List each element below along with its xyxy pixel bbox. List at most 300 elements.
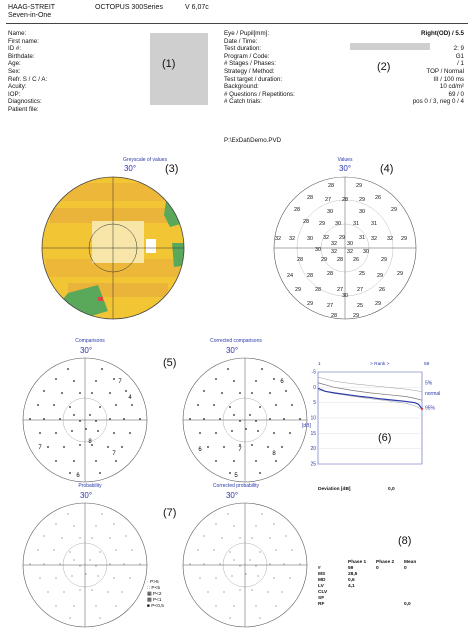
probability-point	[92, 590, 93, 591]
threshold-value: 30	[326, 209, 334, 215]
legend-entry	[147, 604, 164, 610]
deviation-mark: 6	[198, 447, 202, 453]
deviation-mark: 7	[38, 445, 42, 451]
comparison-point	[203, 418, 205, 420]
probability-point	[234, 606, 235, 607]
test-field-row	[224, 53, 464, 61]
blind-spot	[146, 239, 156, 253]
threshold-value: 29	[320, 257, 328, 263]
probability-point	[228, 514, 229, 515]
threshold-value: 32	[370, 236, 378, 242]
threshold-value: 30	[314, 247, 322, 253]
comparison-point	[233, 414, 235, 416]
patient-label: First name:	[8, 37, 39, 45]
legend-label: P<2	[152, 592, 162, 597]
comparison-point	[61, 392, 63, 394]
stats-row-label: RF	[318, 602, 325, 607]
stats-row-label: #	[318, 566, 321, 571]
greyscale-title: Greyscale of values	[123, 157, 167, 163]
greyscale-degree: 30°	[123, 164, 137, 173]
probability-point	[270, 564, 271, 565]
comparison-point	[259, 472, 261, 474]
comparison-point	[221, 392, 223, 394]
comparison-point	[257, 430, 259, 432]
probability-point	[234, 560, 235, 561]
comparison-point	[139, 418, 141, 420]
legend-label: P<5	[151, 586, 161, 591]
comparison-point	[59, 418, 61, 420]
probability-point	[276, 550, 277, 551]
comparison-point	[99, 406, 101, 408]
threshold-value: 32	[322, 235, 330, 241]
comparison-point	[101, 368, 103, 370]
comparison-point	[73, 414, 75, 416]
threshold-value: 28	[336, 257, 344, 263]
comparison-point	[251, 444, 253, 446]
probability-point	[200, 578, 201, 579]
comparison-point	[227, 368, 229, 370]
probability-point	[216, 578, 217, 579]
comparison-point	[289, 432, 291, 434]
rank-label: > Rank >	[370, 362, 390, 367]
corrected-comparisons-degree: 30°	[225, 346, 239, 355]
probability-legend	[147, 580, 164, 610]
threshold-value: 27	[326, 303, 334, 309]
probability-point	[96, 526, 97, 527]
legend-symbol-icon: ▦	[147, 592, 153, 597]
test-field-row	[224, 83, 464, 91]
rank-end: 59	[424, 362, 430, 367]
stats-phase1-value: 4,1	[348, 584, 355, 589]
rank-end-marker	[421, 408, 423, 410]
threshold-value: 24	[286, 273, 294, 279]
section-number-8: (8)	[398, 535, 412, 547]
threshold-value: 29	[380, 257, 388, 263]
test-field-row	[224, 91, 464, 99]
probability-point	[74, 560, 75, 561]
patient-label: ID #:	[8, 45, 22, 53]
threshold-value: 30	[358, 209, 366, 215]
probability-point	[110, 564, 111, 565]
probability-point	[300, 564, 301, 565]
rank-y-tick: -5	[311, 369, 316, 376]
stats-mean-value: 0	[404, 566, 407, 571]
patient-label: Age:	[8, 60, 21, 68]
threshold-value: 29	[400, 236, 408, 242]
stats-row-label: MD	[318, 578, 326, 583]
probability-point	[256, 606, 257, 607]
product-name: OCTOPUS 300Series	[95, 4, 163, 11]
probability-point	[44, 536, 45, 537]
comparison-point	[115, 404, 117, 406]
comparison-point	[229, 472, 231, 474]
probability-point	[284, 564, 285, 565]
test-field-label: Test duration:	[224, 45, 262, 53]
test-field-value: III / 100 ms	[433, 75, 464, 83]
test-field-label: # Catch trials:	[224, 98, 262, 106]
patient-file-value: P:\ExDat\Demo.PVD	[224, 137, 282, 144]
comparison-point	[69, 472, 71, 474]
probability-point	[250, 560, 251, 561]
corrected-probability-plot	[180, 500, 310, 630]
threshold-value: 32	[346, 249, 354, 255]
brand-subtitle: Seven-in-One	[8, 12, 52, 19]
green-region	[172, 243, 188, 267]
probability-point	[74, 526, 75, 527]
probability-point	[44, 564, 45, 565]
probability-point	[74, 606, 75, 607]
probability-point	[60, 564, 61, 565]
comparison-point	[113, 432, 115, 434]
section-number-3: (3)	[165, 163, 179, 175]
probability-point	[132, 550, 133, 551]
rank-chart	[300, 368, 470, 468]
test-field-value: TOP / Normal	[426, 67, 464, 75]
comparison-point	[255, 460, 257, 462]
comparison-point	[99, 472, 101, 474]
probability-point	[140, 564, 141, 565]
threshold-value: 32	[274, 236, 282, 242]
comparison-point	[269, 392, 271, 394]
probability-point	[208, 592, 209, 593]
probability-point	[96, 566, 97, 567]
deviation-mark: 6	[76, 473, 80, 479]
probability-point	[190, 564, 191, 565]
patient-label: Acuity:	[8, 83, 27, 91]
probability-point	[100, 552, 101, 553]
threshold-value: 30	[362, 249, 370, 255]
comparison-point	[109, 418, 111, 420]
probability-point	[110, 538, 111, 539]
test-field-row	[224, 76, 464, 84]
threshold-value: 27	[356, 287, 364, 293]
section-number-1: (1)	[162, 58, 176, 70]
probability-point	[64, 592, 65, 593]
values-title: Values	[337, 157, 353, 163]
deviation-label: Deviation [dB]	[318, 487, 351, 492]
comparison-point	[73, 380, 75, 382]
patient-photo-placeholder	[150, 33, 208, 105]
comparison-point	[275, 404, 277, 406]
threshold-value: 28	[302, 219, 310, 225]
stats-phase1-value: 28,5	[348, 572, 358, 577]
comparison-point	[283, 418, 285, 420]
probability-point	[80, 566, 81, 567]
test-field-value: / 1	[457, 60, 464, 68]
threshold-value: 28	[327, 183, 335, 189]
probability-point	[90, 560, 91, 561]
comparison-point	[215, 432, 217, 434]
section-number-5: (5)	[163, 357, 177, 369]
test-field-value: pos 0 / 3, neg 0 / 4	[412, 98, 464, 106]
threshold-value: 28	[293, 207, 301, 213]
rank-y-tick: 25	[310, 461, 316, 468]
threshold-value: 27	[324, 197, 332, 203]
comparison-point	[261, 368, 263, 370]
probability-point	[62, 538, 63, 539]
stats-phase1-value: 59	[348, 566, 354, 571]
values-plot	[270, 173, 420, 323]
test-field-value: 2: 9	[453, 45, 464, 53]
probability-point	[262, 514, 263, 515]
test-field-label: # Questions / Repetitions:	[224, 90, 295, 98]
probability-point	[86, 574, 87, 575]
probability-point	[70, 552, 71, 553]
legend-symbol-icon: ▩	[147, 598, 153, 603]
comparison-point	[79, 392, 81, 394]
threshold-value: 29	[374, 301, 382, 307]
probability-point	[230, 552, 231, 553]
comparison-point	[107, 446, 109, 448]
probability-point	[216, 606, 217, 607]
probability-point	[40, 578, 41, 579]
section-number-7: (7)	[163, 507, 177, 519]
comparisons-title: Comparisons	[75, 338, 105, 344]
probability-point	[260, 618, 261, 619]
comparison-point	[95, 460, 97, 462]
comparison-point	[231, 430, 233, 432]
probability-point	[102, 514, 103, 515]
patient-label: Sex:	[8, 67, 21, 75]
probability-point	[274, 524, 275, 525]
rank-y-tick: 0	[313, 384, 316, 391]
threshold-value: 29	[358, 197, 366, 203]
threshold-value: 32	[386, 236, 394, 242]
stats-mean-value: 0,0	[404, 602, 411, 607]
comparison-point	[229, 406, 231, 408]
probability-point	[276, 606, 277, 607]
rank-y-tick: 10	[310, 415, 316, 422]
threshold-value: 30	[334, 221, 342, 227]
probability-point	[240, 566, 241, 567]
test-field-label: Eye / Pupil[mm]:	[224, 30, 270, 37]
comparison-point	[123, 418, 125, 420]
comparison-point	[67, 368, 69, 370]
comparison-point	[125, 390, 127, 392]
comparison-point	[89, 414, 91, 416]
probability-point	[240, 590, 241, 591]
probability-point	[30, 564, 31, 565]
comparisons-plot	[20, 355, 150, 485]
threshold-value: 32	[288, 236, 296, 242]
stats-header: Phase 1	[348, 560, 367, 565]
rank-band-label: 95%	[425, 405, 436, 412]
threshold-value: 28	[330, 313, 338, 319]
probability-point	[252, 538, 253, 539]
comparison-point	[131, 404, 133, 406]
threshold-value: 28	[326, 271, 334, 277]
red-spot	[98, 297, 103, 301]
comparison-point	[95, 380, 97, 382]
legend-label: P<1	[152, 598, 162, 603]
probability-point	[116, 550, 117, 551]
legend-label: P<0,5	[151, 604, 164, 609]
test-field-label: Date / Time:	[224, 37, 258, 45]
threshold-value: 29	[338, 235, 346, 241]
patient-label: Refr. S / C / A:	[8, 75, 48, 83]
probability-point	[240, 538, 241, 539]
deviation-mark: 5	[234, 473, 238, 479]
threshold-value: 28	[314, 287, 322, 293]
section-number-4: (4)	[380, 163, 394, 175]
probability-point	[68, 514, 69, 515]
legend-symbol-icon: ·	[147, 580, 150, 585]
threshold-value: 26	[352, 257, 360, 263]
comparison-point	[239, 420, 241, 422]
probability-point	[234, 526, 235, 527]
probability-point	[258, 576, 259, 577]
probability-degree: 30°	[79, 491, 93, 500]
threshold-value: 29	[355, 183, 363, 189]
probability-point	[224, 592, 225, 593]
probability-point	[290, 578, 291, 579]
comparison-point	[267, 446, 269, 448]
probability-point	[230, 618, 231, 619]
rank-y-tick: 5	[313, 400, 316, 407]
comparison-point	[273, 432, 275, 434]
probability-title: Probability	[78, 483, 102, 489]
threshold-value: 28	[306, 195, 314, 201]
stats-header: Mean	[404, 560, 417, 565]
comparison-point	[55, 460, 57, 462]
probability-point	[222, 538, 223, 539]
probability-point	[92, 538, 93, 539]
test-field-value: G1	[455, 52, 464, 60]
comparison-point	[121, 446, 123, 448]
threshold-value: 29	[318, 221, 326, 227]
version-label: V 6,07c	[185, 4, 209, 11]
comparison-point	[269, 418, 271, 420]
comparison-point	[207, 446, 209, 448]
section-number-2: (2)	[377, 61, 391, 73]
comparison-point	[79, 444, 81, 446]
probability-point	[126, 536, 127, 537]
probability-point	[282, 592, 283, 593]
comparison-point	[55, 432, 57, 434]
test-field-value: Right(OD) / 5.5	[421, 30, 464, 37]
deviation-mark: 7	[118, 379, 122, 385]
threshold-value: 29	[390, 207, 398, 213]
comparison-point	[43, 418, 45, 420]
threshold-value: 26	[374, 195, 382, 201]
patient-label: Diagnostics:	[8, 98, 42, 106]
probability-point	[246, 574, 247, 575]
comparison-point	[55, 378, 57, 380]
probability-point	[56, 606, 57, 607]
deviation-mark: 8	[88, 439, 92, 445]
rank-start: 1	[318, 362, 321, 367]
probability-point	[204, 536, 205, 537]
legend-symbol-icon: ■	[147, 604, 152, 609]
probability-point	[122, 592, 123, 593]
deviation-value: 0,0	[388, 487, 395, 492]
datetime-redacted	[350, 43, 430, 50]
probability-point	[220, 564, 221, 565]
threshold-value: 29	[352, 313, 360, 319]
threshold-value: 30	[346, 241, 354, 247]
comparison-point	[255, 380, 257, 382]
stats-header: Phase 2	[376, 560, 395, 565]
probability-point	[38, 550, 39, 551]
patient-label: Birthdate:	[8, 52, 35, 60]
comparison-point	[245, 428, 247, 430]
stats-phase1-value: 0,6	[348, 578, 355, 583]
test-field-label: Background:	[224, 83, 259, 91]
patient-label: Patient file:	[8, 105, 39, 113]
probability-point	[232, 576, 233, 577]
probability-point	[124, 564, 125, 565]
legend-symbol-icon: ∷	[147, 586, 152, 591]
comparison-point	[47, 446, 49, 448]
probability-point	[56, 578, 57, 579]
values-degree: 30°	[338, 164, 352, 173]
test-info	[224, 30, 464, 106]
probability-point	[256, 526, 257, 527]
threshold-value: 31	[358, 235, 366, 241]
deviation-mark: 6	[280, 379, 284, 385]
header-divider	[6, 23, 468, 24]
patient-label: Name:	[8, 30, 27, 37]
comparison-point	[115, 460, 117, 462]
comparison-point	[129, 432, 131, 434]
deviation-mark: 7	[238, 447, 242, 453]
corrected-comparisons-title: Corrected comparisons	[210, 338, 262, 344]
probability-point	[214, 550, 215, 551]
comparison-point	[43, 390, 45, 392]
rank-y-tick: 15	[310, 430, 316, 437]
comparison-point	[91, 392, 93, 394]
threshold-value: 29	[306, 301, 314, 307]
comparison-point	[199, 432, 201, 434]
comparison-point	[189, 418, 191, 420]
threshold-value: 32	[330, 249, 338, 255]
probability-point	[98, 576, 99, 577]
test-field-value: 69 / 0	[448, 90, 464, 98]
probability-point	[56, 524, 57, 525]
greyscale-plot	[38, 173, 188, 323]
legend-label: P>5	[149, 580, 159, 585]
comparison-point	[85, 428, 87, 430]
test-field-row	[224, 68, 464, 76]
probability-point	[116, 606, 117, 607]
comparison-point	[69, 406, 71, 408]
test-field-row	[224, 30, 464, 38]
stats-row-label: CLV	[318, 590, 328, 595]
comparison-point	[233, 460, 235, 462]
threshold-value: 32	[330, 241, 338, 247]
threshold-value: 29	[376, 273, 384, 279]
deviation-mark: 8	[272, 451, 276, 457]
comparison-point	[259, 406, 261, 408]
comparison-point	[239, 392, 241, 394]
brand-name: HAAG-STREIT	[8, 4, 56, 11]
probability-point	[108, 592, 109, 593]
threshold-value: 25	[356, 303, 364, 309]
threshold-value: 31	[370, 221, 378, 227]
probability-point	[114, 578, 115, 579]
threshold-value: 30	[306, 236, 314, 242]
probability-point	[286, 536, 287, 537]
corrected-probability-degree: 30°	[225, 491, 239, 500]
corrected-comparisons-plot	[180, 355, 310, 485]
patient-label: IOP:	[8, 90, 21, 98]
comparison-point	[197, 404, 199, 406]
stats-row-label: SF	[318, 596, 325, 601]
comparison-point	[273, 378, 275, 380]
probability-point	[96, 606, 97, 607]
comparison-point	[219, 418, 221, 420]
test-field-row	[224, 98, 464, 106]
